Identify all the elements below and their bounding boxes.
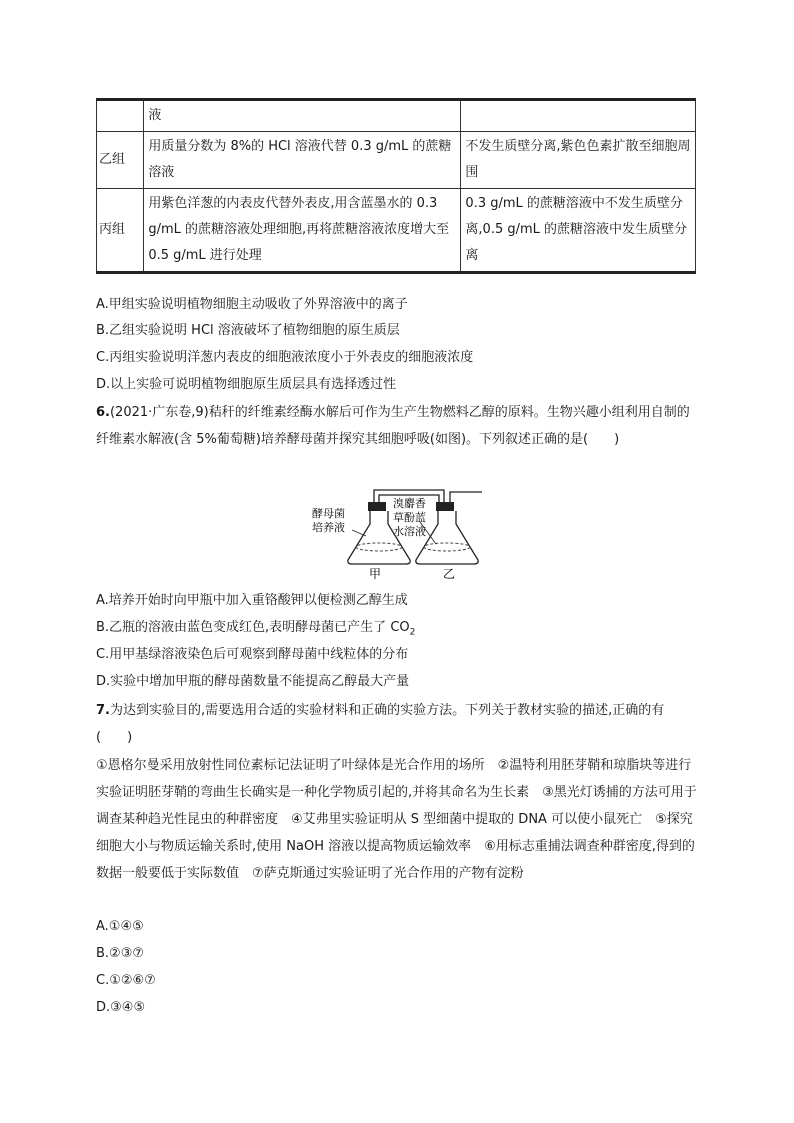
q7-option-c: C.①②⑥⑦ — [96, 973, 156, 988]
q6-option-c: C.用甲基绿溶液染色后可观察到酵母菌中线粒体的分布 — [96, 647, 409, 662]
q5-option-d: D.以上实验可说明植物细胞原生质层具有选择透过性 — [96, 377, 397, 392]
method-cell: 液 — [144, 100, 461, 132]
q6-option-a: A.培养开始时向甲瓶中加入重铬酸钾以便检测乙醇生成 — [96, 593, 408, 608]
q7-option-a: A.①④⑤ — [96, 919, 144, 934]
label-bromothymol-3: 水溶液 — [393, 525, 426, 538]
method-cell: 用紫色洋葱的内表皮代替外表皮,用含蓝墨水的 0.3 g/mL 的蔗糖溶液处理细胞,再将蔗糖溶液浓度增大至 0.5 g/mL 进行处理 — [144, 189, 461, 273]
group-cell — [97, 100, 144, 132]
result-cell: 0.3 g/mL 的蔗糖溶液中不发生质壁分离,0.5 g/mL 的蔗糖溶液中发生质壁分离 — [461, 189, 696, 273]
experiment-table — [96, 98, 696, 274]
q6-option-b: B.乙瓶的溶液由蓝色变成红色,表明酵母菌已产生了 $CO_2$ — [96, 620, 416, 638]
question-7-items: ①恩格尔曼采用放射性同位素标记法证明了叶绿体是光合作用的场所 ②温特利用胚芽鞘和琼脂块等进行实验证明胚芽鞘的弯曲生长确实是一种化学物质引起的,并将其命名为生长素 ③黑光灯诱捕的方法可用于调查某种趋光性昆虫的种群密度 ④艾弗里实验证明从 S 型细菌中提取的 DNA 可以使小鼠死亡 ⑤探究细胞大小与物质运输关系时,使用 NaOH 溶液以提高物质运输效率 ⑥用标志重捕法调查种群密度,得到的数据一般要低于实际数值 ⑦萨克斯通过实验证明了光合作用的产物有淀粉 — [96, 758, 697, 881]
table-row — [97, 100, 696, 132]
label-bromothymol-2: 草酚蓝 — [393, 511, 426, 524]
label-bromothymol-1: 溴麝香 — [393, 497, 426, 510]
question-7-stem — [96, 697, 700, 751]
label-yeast-culture-1: 酵母菌 — [312, 507, 345, 520]
question-number: 7. — [96, 703, 110, 718]
flask-a-label: 甲 — [369, 567, 382, 580]
result-cell — [461, 100, 696, 132]
flask-b-label: 乙 — [443, 567, 456, 580]
question-text: 为达到实验目的,需要选用合适的实验材料和正确的实验方法。下列关于教材实验的描述,正确的有( ) — [96, 703, 665, 745]
q7-option-b: B.②③⑦ — [96, 946, 145, 961]
stopper-b — [436, 502, 454, 511]
result-cell: 不发生质壁分离,紫色色素扩散至细胞周围 — [461, 132, 696, 189]
q7-option-d: D.③④⑤ — [96, 1000, 146, 1015]
q5-option-c: C.丙组实验说明洋葱内表皮的细胞液浓度小于外表皮的细胞液浓度 — [96, 350, 474, 365]
table-row — [97, 132, 696, 189]
stopper-a — [368, 502, 386, 511]
group-cell: 乙组 — [97, 132, 144, 189]
question-number: 6. — [96, 405, 110, 420]
q6-option-d: D.实验中增加甲瓶的酵母菌数量不能提高乙醇最大产量 — [96, 674, 410, 689]
method-cell: 用质量分数为 8%的 HCl 溶液代替 0.3 g/mL 的蔗糖溶液 — [144, 132, 461, 189]
question-text: (2021·广东卷,9)秸秆的纤维素经酶水解后可作为生产生物燃料乙醇的原料。生物兴趣小组利用自制的纤维素水解液(含 5%葡萄糖)培养酵母菌并探究其细胞呼吸(如图)。下列叙述正确的是( ) — [96, 405, 690, 447]
yeast-respiration-apparatus — [300, 484, 500, 580]
q5-option-b: B.乙组实验说明 HCl 溶液破坏了植物细胞的原生质层 — [96, 323, 400, 338]
label-yeast-culture-2: 培养液 — [312, 521, 345, 534]
group-cell: 丙组 — [97, 189, 144, 273]
question-6-stem — [96, 399, 700, 453]
table-row — [97, 189, 696, 273]
q5-option-a: A.甲组实验说明植物细胞主动吸收了外界溶液中的离子 — [96, 297, 408, 312]
